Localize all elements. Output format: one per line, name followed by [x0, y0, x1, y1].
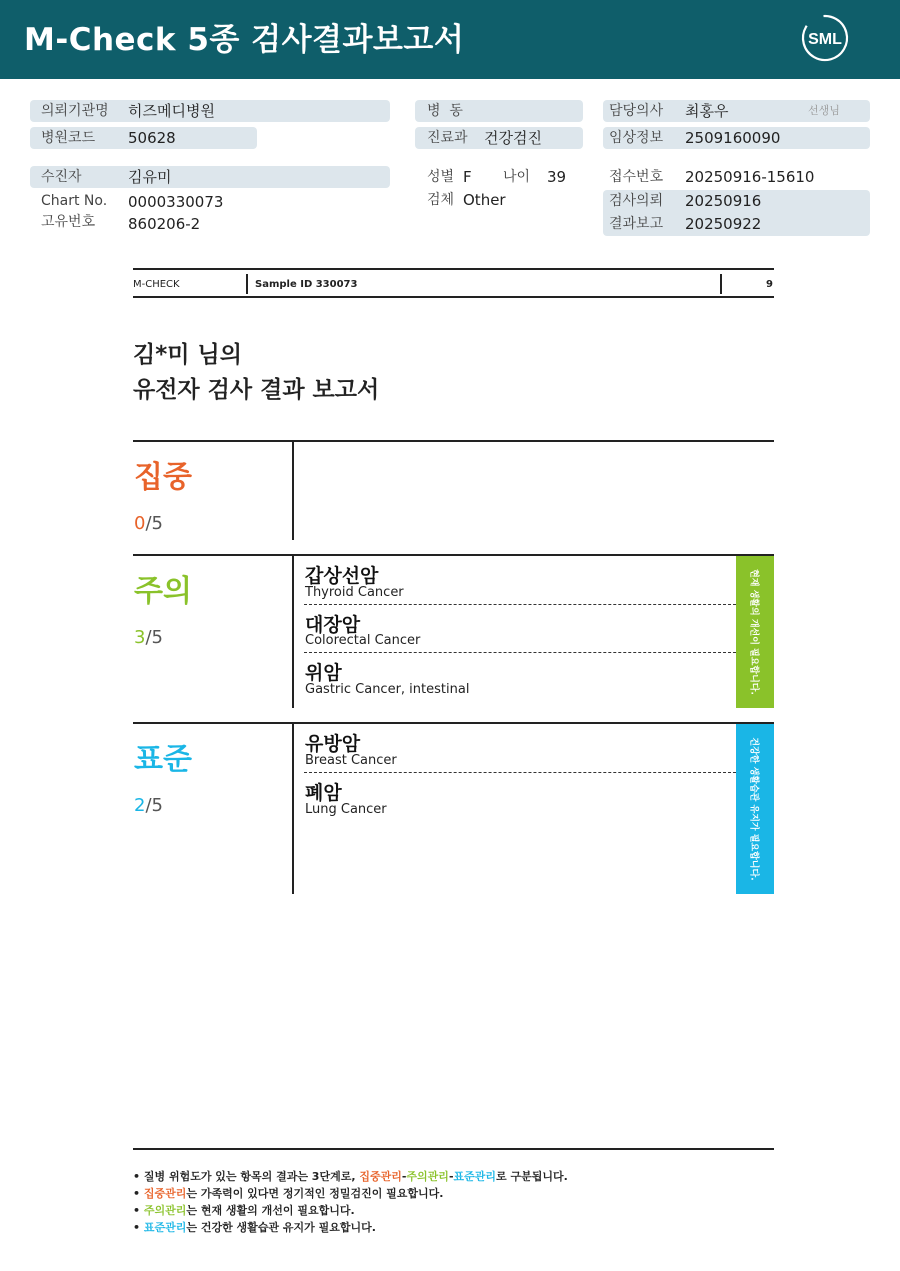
clinical-label: 임상정보 [609, 130, 664, 146]
section-rule-standard [133, 722, 774, 724]
product-name: M-CHECK [133, 279, 180, 290]
category-score-focus: 0/5 [134, 513, 163, 534]
greeting-name: 김*미 님의 [133, 342, 242, 368]
footnote-1: • 질병 위험도가 있는 항목의 결과는 3단계로, 집중관리-주의관리-표준관리로 구분됩니다. [133, 1170, 568, 1183]
age-value: 39 [547, 168, 567, 186]
hospital-code-value: 50628 [128, 129, 176, 147]
header-divider-left [246, 274, 248, 294]
patient-pill [30, 166, 390, 188]
chart-value: 0000330073 [128, 193, 224, 211]
clinical-value: 2509160090 [685, 129, 781, 147]
unique-label: 고유번호 [41, 214, 96, 230]
sml-logo [800, 13, 850, 63]
dept-label: 진료과 [427, 130, 468, 146]
header-divider-right [720, 274, 722, 294]
report-date-value: 20250922 [685, 215, 762, 233]
item-ko-thyroid: 갑상선암 [305, 565, 379, 587]
request-label: 검사의뢰 [609, 193, 664, 209]
logo-text: SML [808, 31, 842, 48]
category-score-caution: 3/5 [134, 627, 163, 648]
item-separator [304, 604, 736, 605]
doctor-label: 담당의사 [609, 103, 664, 119]
item-separator [304, 652, 736, 653]
item-ko-gastric: 위암 [305, 662, 342, 684]
item-en-breast: Breast Cancer [305, 753, 397, 768]
receipt-value: 20250916-15610 [685, 168, 815, 186]
section-rule-focus [133, 440, 774, 442]
ward-label: 병 동 [427, 103, 463, 119]
greeting-title: 유전자 검사 결과 보고서 [133, 377, 380, 403]
patient-label: 수진자 [41, 169, 82, 185]
item-separator [304, 772, 736, 773]
category-title-caution: 주의 [134, 574, 192, 609]
footnote-3: • 주의관리는 현재 생활의 개선이 필요합니다. [133, 1204, 355, 1217]
doctor-suffix: 선생님 [808, 104, 840, 117]
header-bar [0, 0, 900, 79]
item-en-thyroid: Thyroid Cancer [305, 585, 404, 600]
category-title-focus: 집중 [134, 460, 192, 495]
unique-value: 860206-2 [128, 215, 201, 233]
report-title: M-Check 5종 검사결과보고서 [24, 22, 465, 58]
page-number: 9 [766, 279, 773, 290]
item-en-colorectal: Colorectal Cancer [305, 633, 421, 648]
sex-label: 성별 [427, 169, 455, 185]
report-date-label: 결과보고 [609, 216, 664, 232]
header-bottom-rule [133, 296, 774, 298]
section-divider-standard [292, 722, 294, 894]
chart-label: Chart No. [41, 193, 108, 209]
dept-value: 건강검진 [484, 129, 542, 147]
category-score-standard: 2/5 [134, 795, 163, 816]
receipt-label: 접수번호 [609, 169, 664, 185]
doctor-value: 최홍우 [685, 102, 729, 120]
item-en-gastric: Gastric Cancer, intestinal [305, 682, 470, 697]
category-title-standard: 표준 [134, 742, 192, 777]
footnote-4: • 표준관리는 건강한 생활습관 유지가 필요합니다. [133, 1221, 376, 1234]
sex-value: F [463, 168, 472, 186]
item-ko-breast: 유방암 [305, 733, 361, 755]
item-ko-lung: 폐암 [305, 782, 342, 804]
age-label: 나이 [503, 169, 531, 185]
sample-id: Sample ID 330073 [255, 279, 358, 290]
section-divider-focus [292, 440, 294, 540]
item-en-lung: Lung Cancer [305, 802, 387, 817]
footer-rule [133, 1148, 774, 1150]
specimen-label: 검체 [427, 192, 455, 208]
request-value: 20250916 [685, 192, 762, 210]
hospital-code-label: 병원코드 [41, 130, 96, 146]
patient-value: 김유미 [128, 168, 172, 186]
side-note-standard: 건강한 생활습관 유지가 필요합니다. [736, 724, 774, 894]
footnote-2: • 집중관리는 가족력이 있다면 정기적인 정밀검진이 필요합니다. [133, 1187, 444, 1200]
header-top-rule [133, 268, 774, 270]
section-divider-caution [292, 554, 294, 708]
side-note-caution: 현재 생활의 개선이 필요합니다. [736, 556, 774, 708]
specimen-value: Other [463, 191, 506, 209]
institution-label: 의뢰기관명 [41, 103, 109, 119]
item-ko-colorectal: 대장암 [305, 614, 361, 636]
institution-value: 히즈메디병원 [128, 102, 215, 120]
section-rule-caution [133, 554, 774, 556]
